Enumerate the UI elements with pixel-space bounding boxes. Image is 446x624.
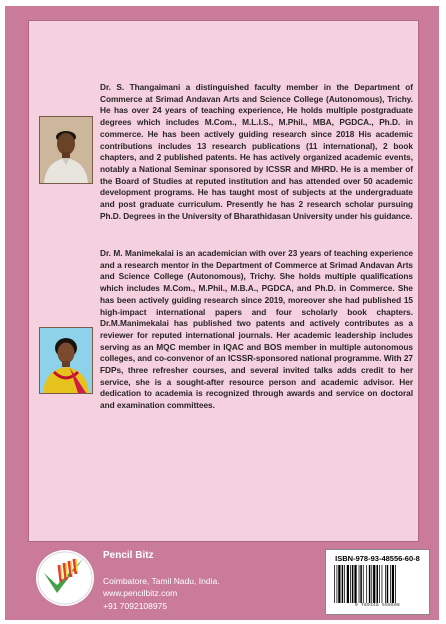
back-cover [5,6,439,620]
author-photo-thangaimani [39,116,93,184]
isbn-barcode-box [325,549,430,615]
publisher-logo [35,549,95,607]
isbn-digits: 9 789348 556608 [354,603,400,608]
male-portrait-icon [40,117,92,183]
author-photo-manimekalai [39,327,93,394]
publisher-website: www.pencilbitz.com [103,588,178,598]
barcode-icon [333,565,422,603]
pencil-bitz-logo-icon [35,549,95,607]
publisher-phone: +91 7092108975 [103,601,168,611]
publisher-location: Coimbatore, Tamil Nadu, India. [103,576,220,586]
isbn-label: ISBN-978-93-48556-60-8 [335,554,420,563]
publisher-name: Pencil Bitz [103,550,154,561]
bio-manimekalai: Dr. M. Manimekalai is an academician with over 23 years of teaching experience and a research mentor in the Department of Commerce at Srimad Andavan Arts and Science College (Autonomous), Trichy. She holds multiple qualifications which includes M.Com., M.Phil., M.B.A., PGDCA, and Ph.D. in Commerce. She has been actively guiding research since 2019, moreover she had published 15 high-impact international papers and four scholarly book chapters. Dr.M.Manimekalai has published two patents and actively contributes as a reviewer for reputed international journals. Her academic leadership includes serving as an MQC member in IQAC and BOS member in multiple autonomous colleges, and co-convenor of an ICSSR-sponsored national programme. With 27 FDPs, three refresher courses, and several invited talks adds credit to her service, she is a sought-after resource person and academic advisor. Her dedication to academia is recognized through awards and service on doctoral and examination committees. [100,248,413,411]
bio-panel [28,20,419,542]
female-portrait-icon [40,328,92,393]
bio-thangaimani: Dr. S. Thangaimani a distinguished faculty member in the Department of Commerce at Srimad Andavan Arts and Science College (Autonomous), Trichy. He has over 24 years of teaching experience, He holds multiple postgraduate degrees which includes M.Com., M.L.I.S., M.Phil., MBA, PGDCA., Ph.D. in commerce. He has been actively guiding research since 2018 His academic contributions includes 13 research publications (11 international), 2 book chapters, and 2 published patents. He has actively organized academic events, notably a National Seminar sponsored by ICSSR and MHRD. He is a member of the Board of Studies at reputed institution and has attended over 50 academic development programs. He has taught most of subjects at the undergraduate and post graduate curriculum. Presently he has 2 research scholar pursuing Ph.D. Degrees in the University of Bharathidasan University under his guidance. [100,82,413,221]
